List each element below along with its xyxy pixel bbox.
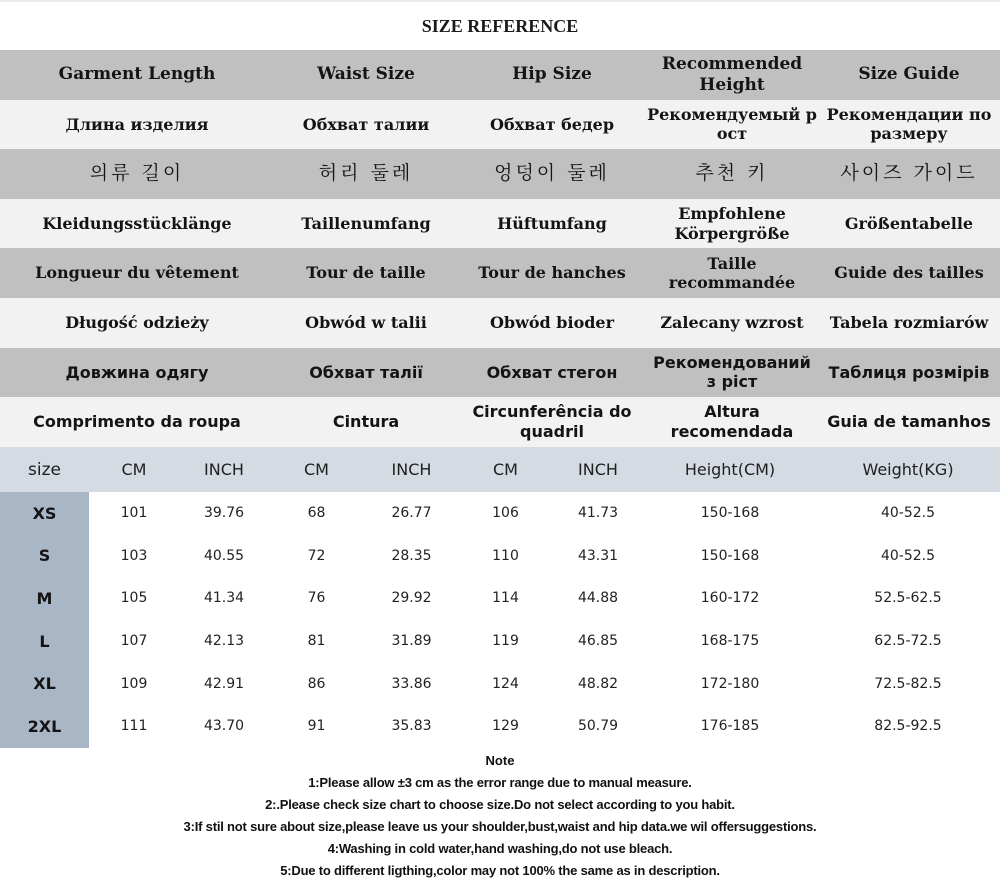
pt-garment-length: Comprimento da roupa (33, 412, 241, 432)
col-height-cm: Height(CM) (684, 460, 776, 479)
length-inch: 42.13 (203, 633, 245, 650)
size-label: S (0, 535, 89, 578)
translation-row-french (0, 248, 1000, 298)
pl-garment-length: Długość odzieży (65, 313, 209, 333)
translation-row-russian (0, 100, 1000, 150)
note-line: 5:Due to different ligthing,color may not 100% the same as in description. (280, 863, 720, 878)
table-row (0, 577, 1000, 620)
height-cm: 150-168 (700, 547, 760, 564)
weight-kg: 72.5-82.5 (874, 675, 942, 692)
hip-inch: 46.85 (577, 633, 619, 650)
col-hip-cm: CM (493, 460, 518, 479)
waist-cm: 72 (307, 547, 326, 564)
length-inch: 41.34 (203, 590, 245, 607)
translation-row-english (0, 50, 1000, 100)
pl-recommended-height: Zalecany wzrost (660, 313, 804, 333)
weight-kg: 40-52.5 (880, 505, 936, 522)
fr-waist-size: Tour de taille (306, 263, 426, 283)
weight-kg: 40-52.5 (880, 547, 936, 564)
table-row (0, 492, 1000, 535)
hip-cm: 106 (492, 505, 519, 522)
uk-garment-length: Довжина одягу (65, 362, 209, 382)
col-weight-kg: Weight(KG) (862, 460, 954, 479)
col-size: size (28, 459, 61, 480)
ru-waist-size: Обхват талии (302, 114, 430, 134)
table-row (0, 535, 1000, 578)
hip-cm: 114 (492, 590, 519, 607)
length-inch: 42.91 (203, 675, 245, 692)
length-cm: 101 (120, 505, 148, 522)
ko-hip-size: 엉덩이 둘레 (494, 162, 610, 185)
translation-row-ukrainian (0, 348, 1000, 398)
note-line: 4:Washing in cold water,hand washing,do not use bleach. (327, 841, 673, 856)
de-size-guide: Größentabelle (844, 213, 974, 233)
length-cm: 103 (120, 547, 148, 564)
ru-size-guide: Рекомендации по размеру (826, 104, 992, 144)
pt-size-guide: Guia de tamanhos (827, 412, 991, 432)
size-table-header (0, 447, 1000, 492)
note-line: 2:.Please check size chart to choose size.Do not select according to you habit. (265, 797, 735, 812)
col-length-cm: CM (121, 460, 147, 479)
col-length-inch: INCH (204, 460, 244, 479)
waist-cm: 86 (307, 675, 326, 692)
note-line: 3:If stil not sure about size,please leave us your shoulder,bust,waist and hip data.we wil offersuggestions. (183, 819, 817, 834)
notes-title: Note (485, 753, 515, 768)
hip-cm: 110 (492, 547, 519, 564)
notes-section (0, 750, 1000, 882)
ko-garment-length: 의류 길이 (89, 162, 185, 185)
height-cm: 168-175 (700, 633, 760, 650)
height-cm: 160-172 (700, 590, 760, 607)
size-label: 2XL (0, 705, 89, 748)
pt-hip-size: Circunferência do quadril (472, 402, 632, 441)
ko-size-guide: 사이즈 가이드 (840, 162, 978, 185)
translation-row-portuguese (0, 397, 1000, 447)
size-label: L (0, 620, 89, 663)
waist-cm: 68 (307, 505, 326, 522)
hip-inch: 48.82 (577, 675, 619, 692)
waist-cm: 91 (307, 718, 326, 735)
hip-inch: 50.79 (577, 718, 619, 735)
length-cm: 109 (120, 675, 148, 692)
uk-size-guide: Таблиця розмірів (828, 362, 990, 382)
pl-size-guide: Tabela rozmiarów (829, 313, 989, 333)
ru-garment-length: Длина изделия (65, 114, 209, 134)
size-label: XL (0, 662, 89, 705)
translation-row-korean (0, 149, 1000, 199)
waist-inch: 26.77 (391, 505, 432, 522)
ru-recommended-height: Рекомендуемый р ост (647, 104, 817, 144)
de-waist-size: Taillenumfang (301, 213, 431, 233)
length-inch: 40.55 (203, 547, 245, 564)
length-cm: 105 (120, 590, 148, 607)
pt-waist-size: Cintura (332, 412, 400, 432)
uk-recommended-height: Рекомендований з ріст (653, 352, 811, 392)
fr-hip-size: Tour de hanches (478, 263, 626, 283)
de-recommended-height: Empfohlene Körpergröße (674, 204, 790, 243)
waist-inch: 35.83 (391, 718, 432, 735)
uk-waist-size: Обхват талії (309, 362, 423, 382)
hip-inch: 44.88 (577, 590, 619, 607)
length-inch: 39.76 (203, 505, 245, 522)
waist-inch: 31.89 (391, 633, 432, 650)
fr-garment-length: Longueur du vêtement (35, 263, 239, 283)
header-size-guide: Size Guide (858, 64, 960, 85)
ko-waist-size: 허리 둘레 (318, 162, 414, 185)
length-cm: 111 (120, 718, 148, 735)
waist-inch: 28.35 (391, 547, 432, 564)
size-reference-title: SIZE REFERENCE (0, 0, 1000, 50)
de-hip-size: Hüftumfang (497, 213, 607, 233)
hip-cm: 129 (492, 718, 519, 735)
height-cm: 176-185 (700, 718, 760, 735)
col-waist-inch: INCH (391, 460, 432, 479)
note-line: 1:Please allow ±3 cm as the error range due to manual measure. (308, 775, 692, 790)
de-garment-length: Kleidungsstücklänge (42, 213, 232, 233)
header-waist-size: Waist Size (317, 64, 415, 85)
ru-hip-size: Обхват бедер (490, 114, 614, 134)
fr-recommended-height: Taille recommandée (668, 253, 796, 293)
hip-inch: 43.31 (577, 547, 619, 564)
translation-row-polish (0, 298, 1000, 348)
height-cm: 150-168 (700, 505, 760, 522)
pl-waist-size: Obwód w talii (305, 313, 427, 333)
table-row (0, 705, 1000, 748)
size-label: XS (0, 492, 89, 535)
translation-row-german (0, 199, 1000, 249)
waist-inch: 29.92 (391, 590, 432, 607)
header-garment-length: Garment Length (58, 64, 216, 85)
waist-inch: 33.86 (391, 675, 432, 692)
pl-hip-size: Obwód bioder (489, 313, 615, 333)
col-waist-cm: CM (304, 460, 329, 479)
hip-inch: 41.73 (577, 505, 619, 522)
hip-cm: 119 (492, 633, 519, 650)
length-cm: 107 (120, 633, 148, 650)
table-row (0, 662, 1000, 705)
fr-size-guide: Guide des tailles (834, 263, 984, 283)
weight-kg: 52.5-62.5 (874, 590, 942, 607)
waist-cm: 76 (307, 590, 326, 607)
table-row (0, 620, 1000, 663)
weight-kg: 62.5-72.5 (874, 633, 942, 650)
height-cm: 172-180 (700, 675, 760, 692)
header-hip-size: Hip Size (512, 64, 592, 85)
hip-cm: 124 (492, 675, 519, 692)
weight-kg: 82.5-92.5 (874, 718, 942, 735)
length-inch: 43.70 (203, 718, 245, 735)
waist-cm: 81 (307, 633, 326, 650)
size-label: M (0, 577, 89, 620)
pt-recommended-height: Altura recomendada (670, 402, 794, 441)
uk-hip-size: Обхват стегон (486, 362, 618, 382)
ko-recommended-height: 추천 키 (695, 162, 769, 185)
header-recommended-height: Recommended Height (661, 54, 803, 95)
col-hip-inch: INCH (578, 460, 618, 479)
